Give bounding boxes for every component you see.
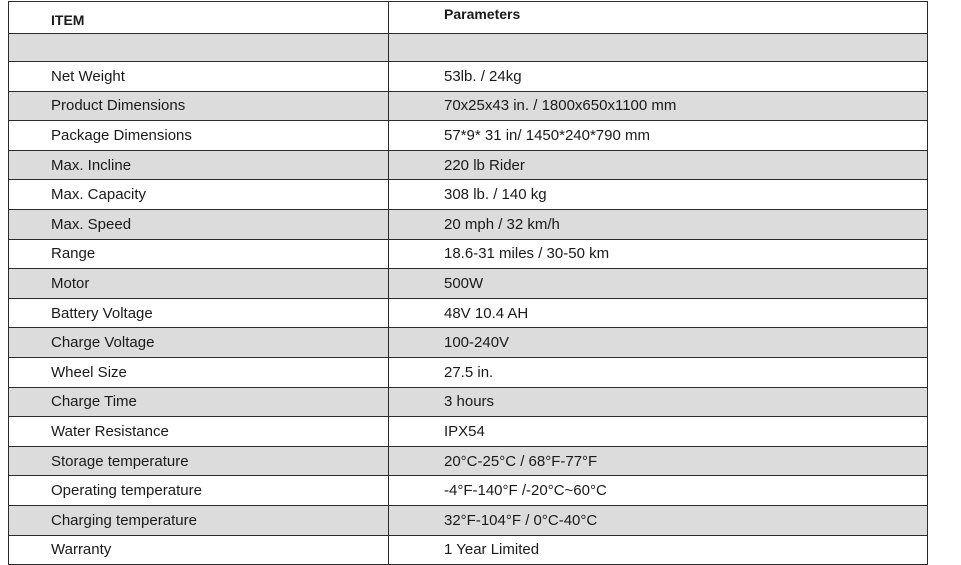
table-row [9, 62, 928, 92]
item-cell: Operating temperature [9, 476, 389, 506]
value-cell: 500W [389, 269, 928, 299]
blank-cell [9, 34, 389, 62]
item-cell: Max. Incline [9, 150, 389, 180]
item-cell: Charge Time [9, 387, 389, 417]
value-cell: -4°F-140°F /-20°C~60°C [389, 476, 928, 506]
value-cell: 57*9* 31 in/ 1450*240*790 mm [389, 121, 928, 151]
table-row [9, 180, 928, 210]
table-row [9, 505, 928, 535]
header-parameters: Parameters [389, 2, 928, 34]
value-cell: 70x25x43 in. / 1800x650x1100 mm [389, 91, 928, 121]
item-cell: Package Dimensions [9, 121, 389, 151]
table-row [9, 417, 928, 447]
table-row [9, 121, 928, 151]
table-row [9, 535, 928, 565]
table-row [9, 239, 928, 269]
value-cell: 1 Year Limited [389, 535, 928, 565]
value-cell: 27.5 in. [389, 357, 928, 387]
table-row [9, 357, 928, 387]
table-row [9, 91, 928, 121]
value-cell: 18.6-31 miles / 30-50 km [389, 239, 928, 269]
value-cell: IPX54 [389, 417, 928, 447]
table-row [9, 446, 928, 476]
item-cell: Max. Speed [9, 209, 389, 239]
table-header-row [9, 2, 928, 34]
value-cell: 100-240V [389, 328, 928, 358]
table-row [9, 209, 928, 239]
item-cell: Charging temperature [9, 505, 389, 535]
table-row [9, 387, 928, 417]
item-cell: Motor [9, 269, 389, 299]
item-cell: Storage temperature [9, 446, 389, 476]
item-cell: Max. Capacity [9, 180, 389, 210]
table-row [9, 328, 928, 358]
item-cell: Charge Voltage [9, 328, 389, 358]
blank-cell [389, 34, 928, 62]
item-cell: Range [9, 239, 389, 269]
table-row [9, 298, 928, 328]
item-cell: Wheel Size [9, 357, 389, 387]
spec-table [8, 1, 928, 565]
header-item: ITEM [9, 2, 389, 34]
value-cell: 220 lb Rider [389, 150, 928, 180]
item-cell: Warranty [9, 535, 389, 565]
blank-row [9, 34, 928, 62]
value-cell: 3 hours [389, 387, 928, 417]
item-cell: Product Dimensions [9, 91, 389, 121]
value-cell: 53lb. / 24kg [389, 62, 928, 92]
value-cell: 20°C-25°C / 68°F-77°F [389, 446, 928, 476]
table-row [9, 150, 928, 180]
value-cell: 308 lb. / 140 kg [389, 180, 928, 210]
table-row [9, 476, 928, 506]
item-cell: Battery Voltage [9, 298, 389, 328]
item-cell: Net Weight [9, 62, 389, 92]
value-cell: 32°F-104°F / 0°C-40°C [389, 505, 928, 535]
value-cell: 48V 10.4 AH [389, 298, 928, 328]
table-row [9, 269, 928, 299]
value-cell: 20 mph / 32 km/h [389, 209, 928, 239]
item-cell: Water Resistance [9, 417, 389, 447]
